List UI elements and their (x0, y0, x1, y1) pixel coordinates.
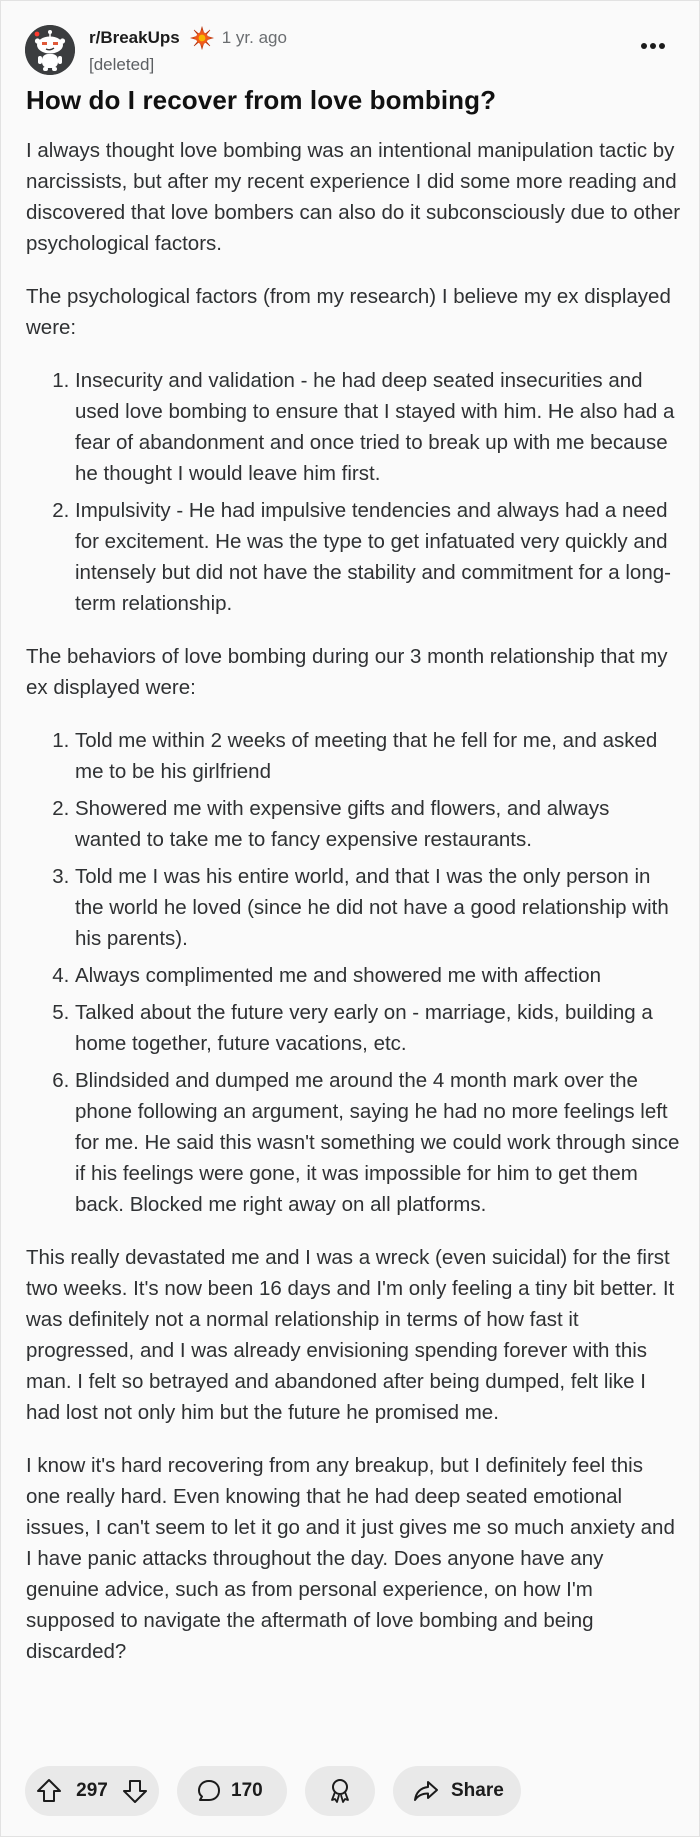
post-timestamp: 1 yr. ago (221, 28, 287, 47)
arrow-down-icon (122, 1778, 148, 1804)
post-paragraph-intro: I always thought love bombing was an intentional manipulation tactic by narcissists, but after my recent experience I did some more reading and discovered that love bombers can also do it subconsciously due to other psychological factors. (26, 139, 681, 255)
more-options-button[interactable] (641, 39, 665, 53)
list-item: 4. Always complimented me and showered me with affection (75, 960, 681, 991)
ellipsis-icon (641, 43, 647, 49)
subreddit-link[interactable]: r/BreakUps (89, 28, 180, 47)
behaviors-list (26, 725, 681, 1220)
post-paragraph-4: I know it's hard recovering from any breakup, but I definitely feel this one really hard. Even knowing that he had deep seated emotional issues, I can't seem to let it go and it just gives me so much anxiety and I have panic attacks throughout the day. Does anyone have any genuine advice, such as from personal experience, on how I'm supposed to navigate the aftermath of love bombing and being discarded? (26, 1454, 675, 1663)
subreddit-avatar[interactable] (25, 25, 75, 75)
upvote-button[interactable] (35, 1777, 63, 1805)
factors-list (26, 365, 681, 619)
speech-bubble-icon (197, 1779, 221, 1803)
list-item: 6. Blindsided and dumped me around the 4 month mark over the phone following an argument, saying he had no more feelings left for me. He said this wasn't something we could work through since if his feelings were gone, it was impossible for him to get them back. Blocked me right away on all platforms. (75, 1065, 681, 1220)
vote-control (25, 1766, 159, 1816)
post-title: How do I recover from love bombing? (26, 85, 497, 115)
post-header (25, 23, 675, 77)
ellipsis-icon (659, 43, 665, 49)
list-item: 1. Told me within 2 weeks of meeting that he fell for me, and asked me to be his girlfriend (75, 725, 681, 787)
comment-count: 170 (231, 1780, 263, 1801)
snoo-icon (25, 25, 75, 75)
flower-award-icon (190, 26, 214, 50)
share-label: Share (451, 1780, 504, 1801)
post-meta (89, 27, 287, 75)
ellipsis-icon (650, 43, 656, 49)
post-paragraph-factors-heading: The psychological factors (from my research) I believe my ex displayed were: (26, 285, 671, 339)
comments-button[interactable] (177, 1766, 287, 1816)
arrow-up-icon (36, 1778, 62, 1804)
award-button[interactable] (305, 1766, 375, 1816)
share-button[interactable] (393, 1766, 521, 1816)
list-item: 3. Told me I was his entire world, and that I was the only person in the world he loved (since he did not have a good relationship with his parents). (75, 861, 681, 954)
post-paragraph-3: This really devastated me and I was a wreck (even suicidal) for the first two weeks. It's now been 16 days and I'm only feeling a tiny bit better. It was definitely not a normal relationship in terms of how fast it progressed, and I was already envisioning spending forever with this man. I felt so betrayed and abandoned after being dumped, felt like I had lost not only him but the future he promised me. (26, 1246, 675, 1424)
post-action-bar (25, 1766, 521, 1816)
list-item: 2. Impulsivity - He had impulsive tendencies and always had a need for excitement. He was the type to get infatuated very quickly and intensely but did not have the stability and commitment for a long-term relationship. (75, 495, 681, 619)
share-arrow-icon (413, 1779, 439, 1803)
award-ribbon-icon (328, 1778, 352, 1804)
post-paragraph-behaviors-heading: The behaviors of love bombing during our 3 month relationship that my ex displayed were: (26, 645, 668, 699)
downvote-button[interactable] (121, 1777, 149, 1805)
list-item: 1. Insecurity and validation - he had deep seated insecurities and used love bombing to ensure that I stayed with him. He also had a fear of abandonment and once tried to break up with me because he thought I would leave him first. (75, 365, 681, 489)
vote-count: 297 (76, 1780, 108, 1801)
list-item: 5. Talked about the future very early on - marriage, kids, building a home together, future vacations, etc. (75, 997, 681, 1059)
post-body (26, 135, 681, 1689)
list-item: 2. Showered me with expensive gifts and flowers, and always wanted to take me to fancy expensive restaurants. (75, 793, 681, 855)
post-author: [deleted] (89, 55, 155, 74)
